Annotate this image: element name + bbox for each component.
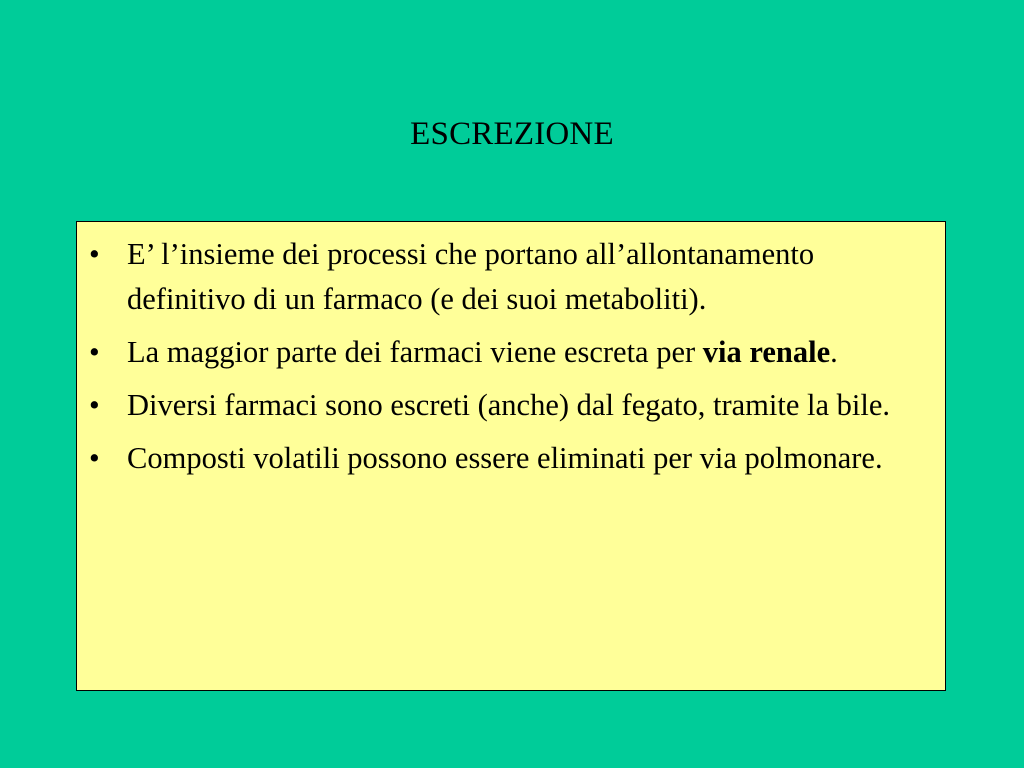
slide-title: ESCREZIONE: [410, 116, 614, 152]
bullet-text-2-bold: via renale: [702, 335, 831, 369]
bullet-list: [89, 232, 939, 489]
bullet-item-1: [89, 232, 939, 322]
bullet-dot-icon: •: [89, 335, 100, 369]
bullet-dot-icon: •: [89, 388, 100, 422]
content-box: [76, 221, 946, 691]
bullet-dot-icon: •: [89, 237, 100, 271]
bullet-text-4: Composti volatili possono essere eliminati per via polmonare.: [127, 441, 883, 475]
bullet-item-3: [89, 383, 939, 428]
bullet-item-2: [89, 330, 939, 375]
bullet-dot-icon: •: [89, 441, 100, 475]
bullet-text-2-end: .: [830, 335, 838, 369]
bullet-text-3: Diversi farmaci sono escreti (anche) dal fegato, tramite la bile.: [127, 388, 891, 422]
bullet-item-4: [89, 436, 939, 481]
bullet-text-2: La maggior parte dei farmaci viene escreta per: [127, 335, 703, 369]
bullet-text-1: E’ l’insieme dei processi che portano all’allontanamento definitivo di un farmaco (e dei suoi metaboliti).: [127, 237, 815, 316]
